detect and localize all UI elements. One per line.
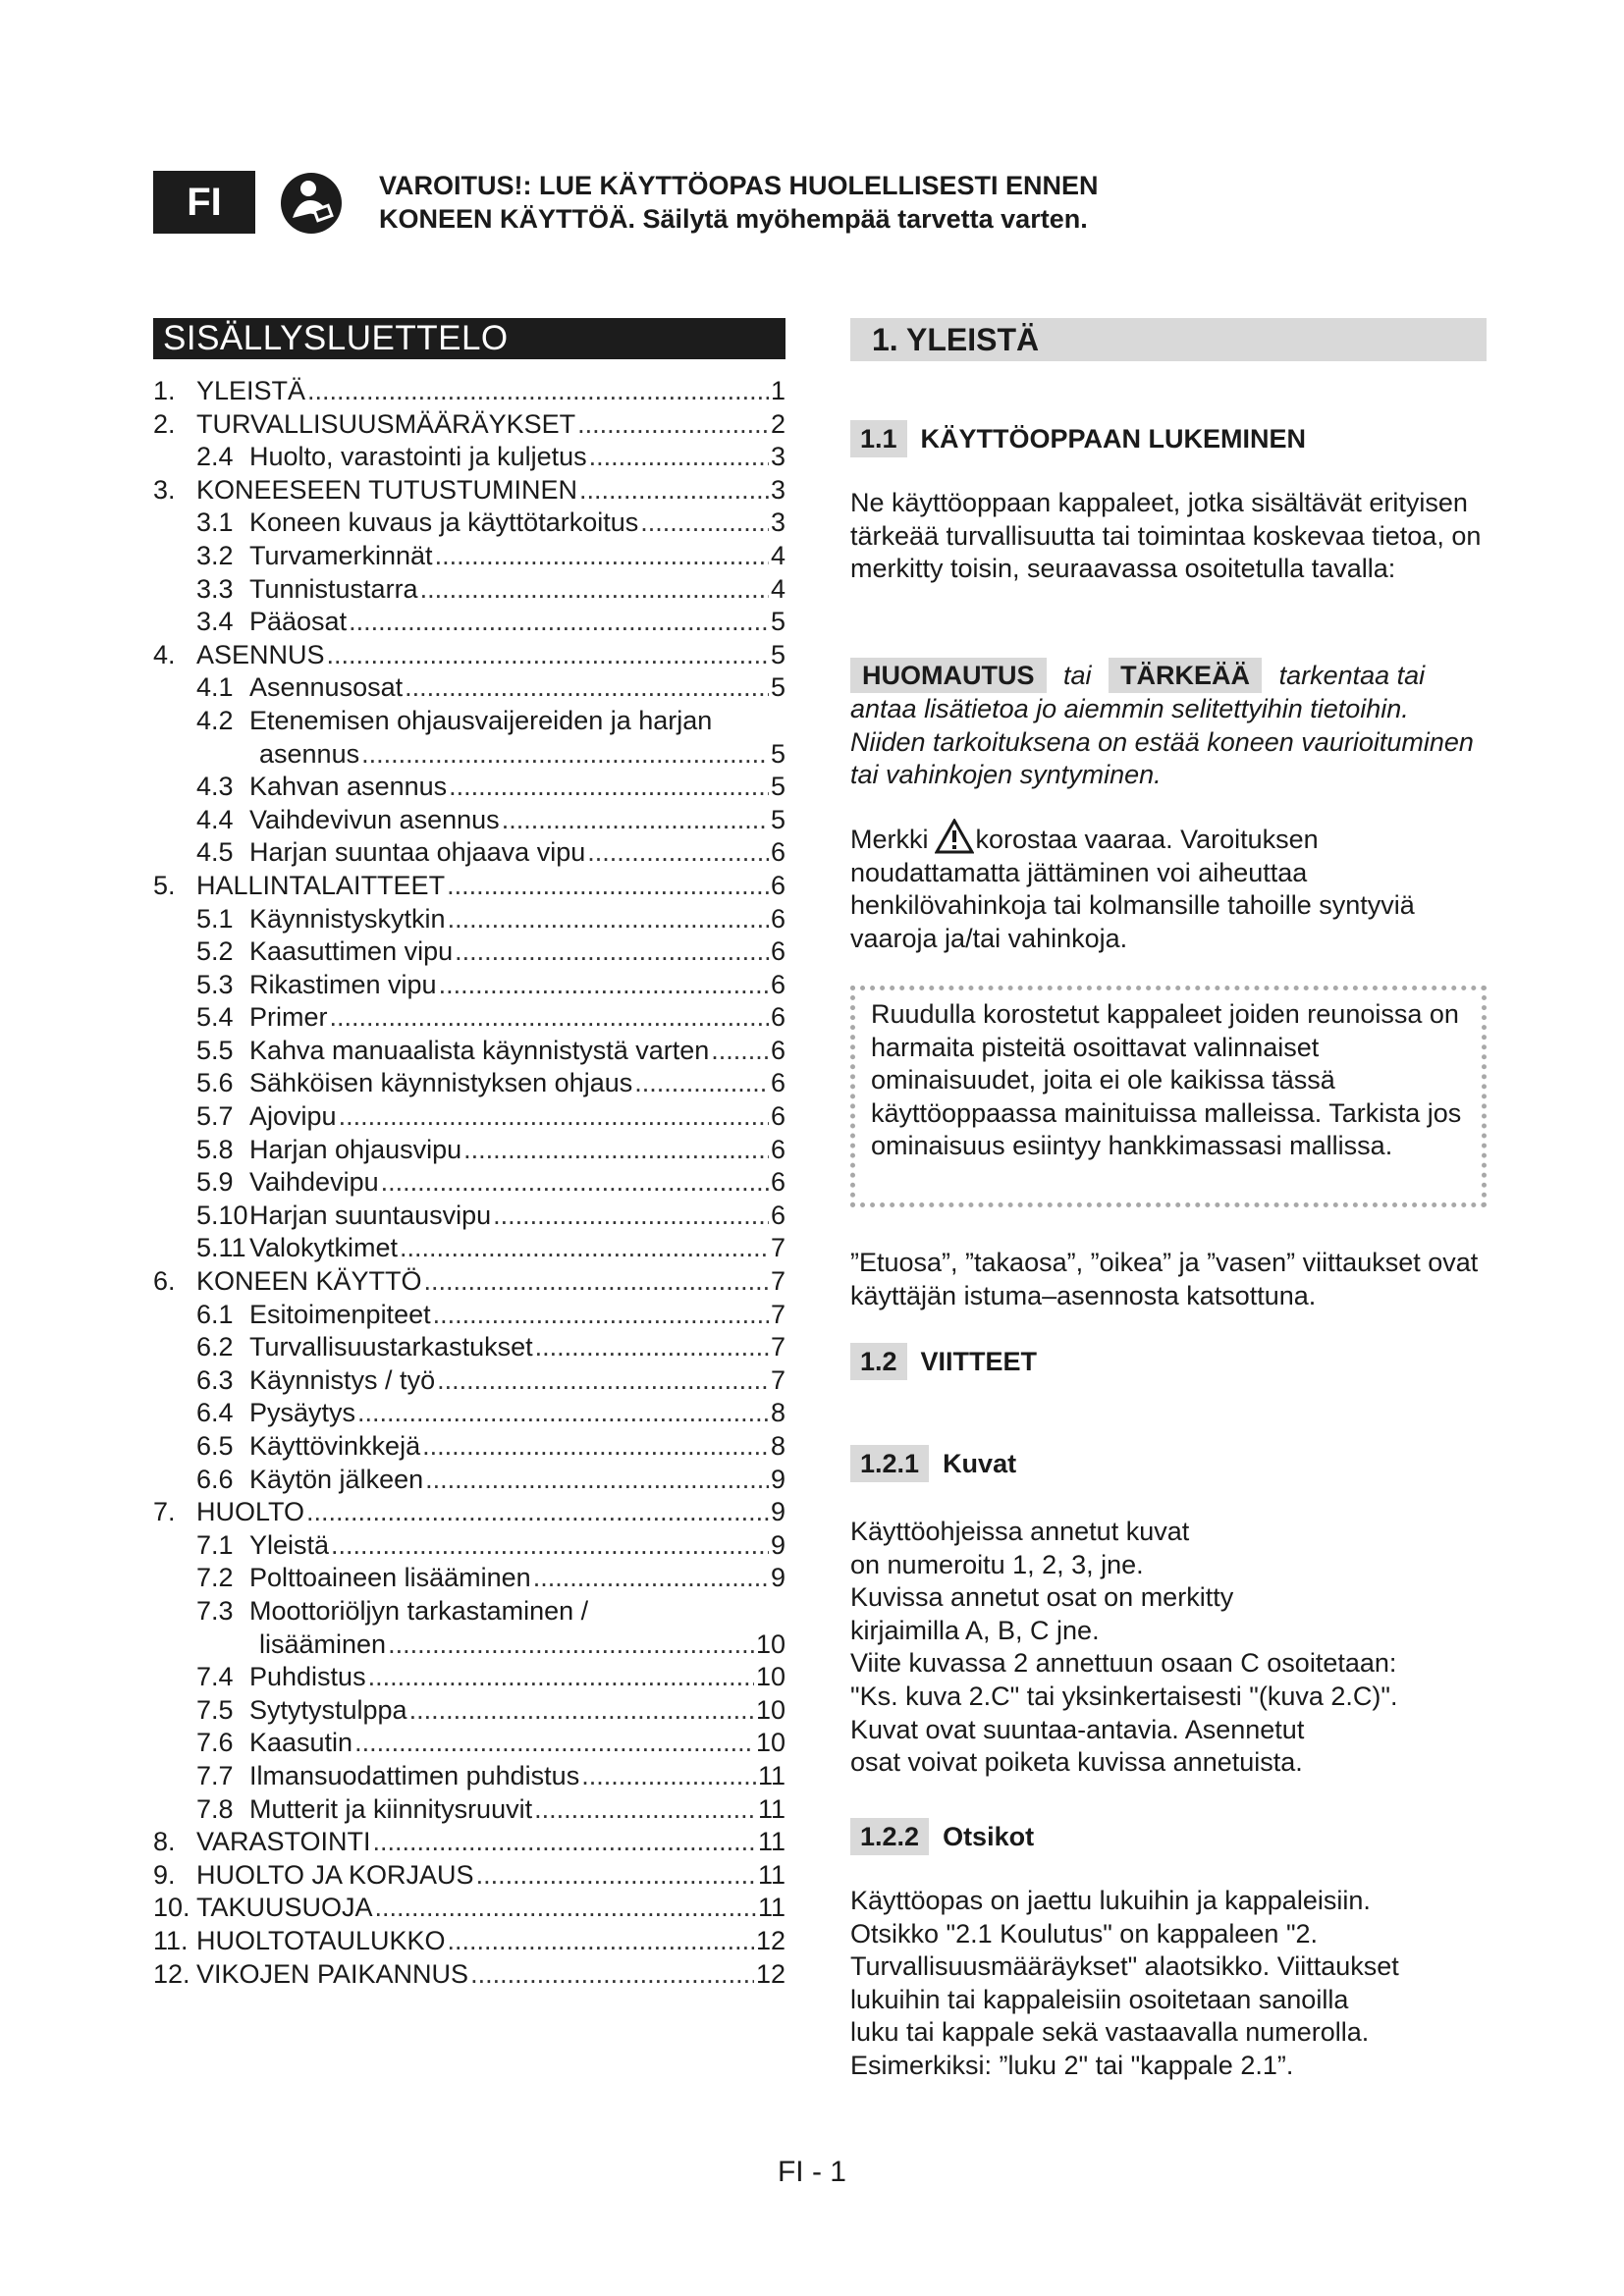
- toc-entry-number: 7.5: [196, 1694, 234, 1725]
- toc-entry-page: 7: [770, 1266, 785, 1297]
- toc-entry-number: 5.3: [196, 969, 234, 999]
- toc-entry: [153, 1232, 785, 1265]
- toc-entry: [153, 870, 785, 903]
- toc-entry-page: 6: [770, 969, 785, 999]
- toc-entry-number: 7.6: [196, 1728, 234, 1758]
- toc-entry-page: 10: [755, 1694, 785, 1725]
- toc-entry-label: Ilmansuodattimen puhdistus: [249, 1760, 580, 1790]
- toc-entry-label: Sähköisen käynnistyksen ohjaus: [249, 1068, 633, 1098]
- toc-entry-number: 1.: [153, 376, 176, 405]
- paragraph-notice: [850, 658, 1489, 792]
- heading-1-2-1: [850, 1445, 1016, 1482]
- toc-entry-page: 9: [770, 1529, 785, 1560]
- toc-entry: [153, 935, 785, 969]
- toc-entry-number: 5.11: [196, 1233, 246, 1263]
- toc-entry-label: Kahva manuaalista käynnistystä varten: [249, 1035, 710, 1065]
- toc-entry: [153, 507, 785, 540]
- toc-entry: [153, 1958, 785, 1992]
- toc-entry-label: Pysäytys: [249, 1398, 356, 1428]
- toc-entry-label: Käynnistyskytkin: [249, 903, 446, 934]
- text-line: Käyttöopas on jaettu lukuihin ja kappaleisiin.: [850, 1886, 1371, 1915]
- toc-entry-page: 2: [770, 408, 785, 439]
- toc-entry-label: lisääminen: [259, 1629, 387, 1659]
- toc-entry-label: KONEESEEN TUTUSTUMINEN: [196, 474, 578, 505]
- toc-entry-label: TAKUUSUOJA: [196, 1893, 373, 1923]
- toc-entry: [153, 441, 785, 474]
- toc-entry-label: Primer: [249, 1002, 328, 1033]
- toc-entry-number: 7.7: [196, 1760, 234, 1790]
- toc-entry-label: YLEISTÄ: [196, 376, 306, 405]
- toc-entry-number: 6.1: [196, 1299, 234, 1329]
- toc-entry-label: Harjan suuntaa ohjaava vipu: [249, 837, 586, 868]
- toc-entry: [153, 771, 785, 804]
- toc-entry: [153, 804, 785, 837]
- toc-entry-page: 5: [770, 738, 785, 769]
- toc-entry: [153, 1299, 785, 1332]
- toc-entry-page: 12: [755, 1958, 785, 1989]
- toc-entry: [153, 1859, 785, 1893]
- toc-entry: [153, 1134, 785, 1167]
- toc-entry-number: 5.1: [196, 903, 234, 934]
- warning-line-1: VAROITUS!: LUE KÄYTTÖOPAS HUOLELLISESTI ENNEN: [379, 171, 1099, 200]
- toc-entry: [153, 1035, 785, 1068]
- toc-entry: [153, 1925, 785, 1958]
- toc-entry-label: KONEEN KÄYTTÖ: [196, 1266, 422, 1297]
- danger-start: Merkki: [850, 825, 929, 854]
- toc-entry: [153, 474, 785, 507]
- warning-line-2: KONEEN KÄYTTÖÄ. Säilytä myöhempää tarvetta varten.: [379, 204, 1088, 234]
- text-line: Käyttöohjeissa annetut kuvat: [850, 1517, 1190, 1546]
- toc-entry-number: 4.: [153, 639, 176, 669]
- toc-entry-number: 5.: [153, 870, 176, 900]
- toc-entry-number: 9.: [153, 1859, 176, 1890]
- toc-entry-page: 11: [757, 1859, 785, 1890]
- toc-entry-page: 5: [770, 672, 785, 703]
- toc-entry-page: 8: [770, 1398, 785, 1428]
- toc-entry-label: Kaasuttimen vipu: [249, 936, 454, 967]
- toc-entry: [153, 1364, 785, 1398]
- toc-entry-page: 11: [757, 1760, 785, 1790]
- toc-entry-page: 6: [770, 870, 785, 900]
- heading-1-2: [850, 1343, 1037, 1380]
- toc-entry-label: VARASTOINTI: [196, 1827, 371, 1857]
- toc-entry-label: Harjan suuntausvipu: [249, 1200, 492, 1230]
- toc-entry-page: 4: [770, 573, 785, 604]
- toc-entry-label: Tunnistustarra: [249, 573, 418, 604]
- toc-entry-page: 6: [770, 1101, 785, 1132]
- paragraph-intro: Ne käyttöoppaan kappaleet, jotka sisältävät erityisen tärkeää turvallisuutta tai toimintaa koskevaa tietoa, on merkitty toisin, seuraavassa osoitetulla tavalla:: [850, 488, 1482, 584]
- toc-entry-number: 3.4: [196, 607, 234, 637]
- language-badge: FI: [153, 171, 255, 234]
- toc-entry-number: 4.5: [196, 837, 234, 868]
- section-title: 1. YLEISTÄ: [850, 318, 1487, 361]
- toc-entry: [153, 1200, 785, 1233]
- toc-entry-number: 4.4: [196, 804, 234, 834]
- toc-entry-number: 7.2: [196, 1563, 234, 1593]
- toc-entry-page: 12: [755, 1925, 785, 1955]
- toc-entry: [153, 671, 785, 705]
- toc-entry-label: Rikastimen vipu: [249, 969, 437, 999]
- toc-entry: [153, 639, 785, 672]
- toc-entry-page: 10: [755, 1662, 785, 1692]
- table-of-contents: [153, 375, 785, 1991]
- heading-1-1: [850, 420, 1306, 457]
- page-number: FI - 1: [777, 2156, 846, 2188]
- toc-entry-label: Harjan ohjausvipu: [249, 1134, 462, 1164]
- toc-entry-page: 9: [770, 1497, 785, 1527]
- toc-entry-label: Kaasutin: [249, 1728, 353, 1758]
- toc-entry-label: Pääosat: [249, 607, 348, 637]
- toc-entry-label: Yleistä: [249, 1529, 330, 1560]
- toc-entry: [153, 1760, 785, 1793]
- toc-entry-number: 6.2: [196, 1332, 234, 1362]
- toc-entry-number: 10.: [153, 1893, 190, 1923]
- text-line: osat voivat poiketa kuvissa annetuista.: [850, 1747, 1303, 1778]
- toc-entry-page: 4: [770, 540, 785, 570]
- text-line: kirjaimilla A, B, C jne.: [850, 1615, 1100, 1645]
- toc-entry-number: 5.7: [196, 1101, 234, 1132]
- toc-entry-label: HUOLTO: [196, 1497, 305, 1527]
- toc-entry: [153, 1430, 785, 1464]
- toc-entry: [153, 606, 785, 639]
- toc-entry-number: 7.8: [196, 1793, 234, 1824]
- toc-entry: [153, 1826, 785, 1859]
- toc-entry-page: 6: [770, 1134, 785, 1164]
- toc-entry-number: 3.: [153, 474, 176, 505]
- toc-entry-number: 5.10: [196, 1200, 248, 1230]
- toc-entry-page: 10: [755, 1728, 785, 1758]
- toc-entry-page: 10: [755, 1629, 785, 1659]
- toc-entry-page: 7: [770, 1299, 785, 1329]
- toc-entry-label: Käynnistys / työ: [249, 1364, 436, 1395]
- toc-entry: [153, 1793, 785, 1827]
- toc-entry: [153, 1529, 785, 1563]
- toc-entry-page: 6: [770, 837, 785, 868]
- toc-entry-number: 7.: [153, 1497, 176, 1527]
- text-line: lukuihin tai kappaleisiin osoitetaan sanoilla: [850, 1984, 1349, 2014]
- toc-entry-label: Sytytystulppa: [249, 1694, 407, 1725]
- toc-entry-label: Vaihdevivun asennus: [249, 804, 500, 834]
- toc-entry-number: 6.5: [196, 1431, 234, 1461]
- text-line: luku tai kappale sekä vastaavalla numerolla.: [850, 2017, 1370, 2048]
- notice-tag: HUOMAUTUS: [850, 658, 1047, 693]
- toc-entry: [153, 1001, 785, 1035]
- toc-entry-page: 7: [770, 1332, 785, 1362]
- toc-entry: [153, 1067, 785, 1100]
- toc-entry-number: 12.: [153, 1958, 190, 1989]
- paragraph-danger: [850, 819, 1489, 955]
- toc-entry-number: 5.4: [196, 1002, 234, 1033]
- toc-entry: [153, 1464, 785, 1497]
- toc-entry-label: HALLINTALAITTEET: [196, 870, 446, 900]
- toc-entry-page: 6: [770, 1035, 785, 1065]
- toc-entry-label: Käytön jälkeen: [249, 1464, 424, 1494]
- optional-features-note: Ruudulla korostetut kappaleet joiden reunoissa on harmaita pisteitä osoittavat valinnaiset ominaisuudet, joita ei ole kaikissa tässä käyttöoppaassa mainituissa malleissa. Tarkista jos ominaisuus esiintyy hankkimassasi mallissa.: [850, 986, 1487, 1207]
- text-line: Kuvissa annetut osat on merkitty: [850, 1582, 1234, 1613]
- toc-entry-page: 5: [770, 639, 785, 669]
- toc-entry-continued: [153, 738, 785, 772]
- toc-entry: [153, 573, 785, 607]
- toc-entry: [153, 1892, 785, 1925]
- toc-entry: [153, 1166, 785, 1200]
- toc-entry-label: Moottoriöljyn tarkastaminen /: [249, 1595, 589, 1626]
- toc-entry-label: Etenemisen ohjausvaijereiden ja harjan: [249, 705, 713, 735]
- toc-entry-page: 11: [757, 1793, 785, 1824]
- toc-entry-number: 8.: [153, 1827, 176, 1857]
- heading-1-2-2: [850, 1818, 1034, 1855]
- toc-entry: [153, 1397, 785, 1430]
- toc-entry-label: Turvamerkinnät: [249, 540, 433, 570]
- paragraph-headings: [850, 1885, 1489, 2083]
- warning-text: [379, 169, 1263, 236]
- toc-entry-page: 7: [770, 1364, 785, 1395]
- toc-entry-label: HUOLTO JA KORJAUS: [196, 1859, 474, 1890]
- toc-entry-number: 2.: [153, 408, 176, 439]
- or-word: tai: [1063, 661, 1092, 690]
- toc-entry-page: 6: [770, 936, 785, 967]
- text-line: on numeroitu 1, 2, 3, jne.: [850, 1549, 1144, 1579]
- paragraph-images: [850, 1516, 1489, 1780]
- text-line: Otsikko "2.1 Koulutus" on kappaleen "2.: [850, 1918, 1319, 1949]
- toc-entry-number: 6.: [153, 1266, 176, 1297]
- text-line: Viite kuvassa 2 annettuun osaan C osoitetaan:: [850, 1648, 1397, 1679]
- toc-entry-label: Asennusosat: [249, 672, 404, 703]
- toc-entry-label: Polttoaineen lisääminen: [249, 1563, 531, 1593]
- toc-entry-page: 11: [757, 1893, 785, 1923]
- toc-entry-continued: [153, 1629, 785, 1662]
- toc-entry-page: 6: [770, 1068, 785, 1098]
- toc-entry: [153, 1331, 785, 1364]
- heading-text: Otsikot: [943, 1822, 1035, 1851]
- toc-entry: [153, 705, 785, 738]
- toc-entry-number: 5.9: [196, 1167, 234, 1198]
- toc-entry: [153, 903, 785, 936]
- toc-entry-page: 3: [770, 507, 785, 538]
- toc-entry-label: TURVALLISUUSMÄÄRÄYKSET: [196, 408, 576, 439]
- heading-number: 1.2.1: [850, 1445, 929, 1482]
- toc-entry-page: 6: [770, 903, 785, 934]
- toc-entry: [153, 1496, 785, 1529]
- toc-entry-page: 8: [770, 1431, 785, 1461]
- toc-entry: [153, 1694, 785, 1728]
- toc-entry-label: Vaihdevipu: [249, 1167, 379, 1198]
- toc-entry-number: 2.4: [196, 442, 234, 472]
- toc-entry-page: 5: [770, 607, 785, 637]
- heading-number: 1.1: [850, 420, 907, 457]
- toc-entry: [153, 836, 785, 870]
- toc-entry-number: 5.5: [196, 1035, 234, 1065]
- text-line: "Ks. kuva 2.C" tai yksinkertaisesti "(kuva 2.C)".: [850, 1681, 1398, 1711]
- toc-entry-number: 5.8: [196, 1134, 234, 1164]
- toc-entry: [153, 1265, 785, 1299]
- toc-entry-page: 3: [770, 442, 785, 472]
- read-manual-icon: [279, 171, 344, 236]
- toc-entry-page: 5: [770, 772, 785, 802]
- toc-entry-label: HUOLTOTAULUKKO: [196, 1925, 446, 1955]
- toc-entry-label: Koneen kuvaus ja käyttötarkoitus: [249, 507, 639, 538]
- toc-entry: [153, 1661, 785, 1694]
- toc-entry-number: 7.3: [196, 1595, 234, 1626]
- paragraph-directions: ”Etuosa”, ”takaosa”, ”oikea” ja ”vasen” viittaukset ovat käyttäjän istuma–asennosta katsottuna.: [850, 1248, 1479, 1310]
- toc-entry-number: 5.2: [196, 936, 234, 967]
- toc-entry-page: 9: [770, 1563, 785, 1593]
- toc-entry-number: 4.3: [196, 772, 234, 802]
- toc-entry-number: 6.3: [196, 1364, 234, 1395]
- toc-entry-page: 5: [770, 804, 785, 834]
- heading-number: 1.2: [850, 1343, 907, 1380]
- toc-entry-page: 6: [770, 1002, 785, 1033]
- toc-entry-label: Turvallisuustarkastukset: [249, 1332, 533, 1362]
- toc-entry-page: 1: [770, 376, 785, 405]
- text-line: Esimerkiksi: ”luku 2" tai "kappale 2.1”.: [850, 2050, 1294, 2080]
- toc-entry: [153, 375, 785, 408]
- toc-entry-page: 6: [770, 1167, 785, 1198]
- toc-entry: [153, 969, 785, 1002]
- toc-entry-label: Huolto, varastointi ja kuljetus: [249, 442, 587, 472]
- text-line: Turvallisuusmääräykset" alaotsikko. Viittaukset: [850, 1951, 1399, 1982]
- toc-entry-page: 3: [770, 474, 785, 505]
- heading-text: Kuvat: [943, 1449, 1017, 1478]
- toc-entry: [153, 1100, 785, 1134]
- notice-text: tarkentaa tai antaa lisätietoa jo aiemmin selitettyihin tietoihin. Niiden tarkoituksena on estää koneen vaurioituminen tai vahinkojen syntyminen.: [850, 661, 1474, 790]
- toc-entry-label: VIKOJEN PAIKANNUS: [196, 1958, 469, 1989]
- toc-entry: [153, 408, 785, 442]
- toc-entry-number: 6.4: [196, 1398, 234, 1428]
- toc-entry-number: 6.6: [196, 1464, 234, 1494]
- important-tag: TÄRKEÄÄ: [1109, 658, 1262, 693]
- toc-entry-label: Valokytkimet: [249, 1233, 399, 1263]
- toc-entry-label: Käyttövinkkejä: [249, 1431, 421, 1461]
- heading-number: 1.2.2: [850, 1818, 929, 1855]
- toc-entry-number: 7.1: [196, 1529, 234, 1560]
- toc-entry-label: Esitoimenpiteet: [249, 1299, 431, 1329]
- toc-entry: [153, 1562, 785, 1595]
- toc-entry-number: 3.3: [196, 573, 234, 604]
- toc-entry-number: 5.6: [196, 1068, 234, 1098]
- toc-entry-page: 11: [757, 1827, 785, 1857]
- toc-entry-label: Kahvan asennus: [249, 772, 448, 802]
- toc-entry-page: 7: [770, 1233, 785, 1263]
- toc-entry-label: Puhdistus: [249, 1662, 366, 1692]
- toc-entry-label: asennus: [259, 738, 360, 769]
- warning-triangle-icon: [935, 819, 974, 854]
- toc-entry-number: 3.1: [196, 507, 234, 538]
- toc-entry-number: 11.: [153, 1925, 189, 1955]
- toc-entry-label: ASENNUS: [196, 639, 325, 669]
- toc-entry-page: 9: [770, 1464, 785, 1494]
- toc-entry-number: 4.2: [196, 705, 234, 735]
- toc-title: SISÄLLYSLUETTELO: [153, 318, 785, 359]
- danger-text: korostaa vaaraa. Varoituksen noudattamatta jättäminen voi aiheuttaa henkilövahinkoja tai kolmansille tahoille syntyviä vaaroja ja/tai vahinkoja.: [850, 825, 1415, 953]
- toc-entry: [153, 1595, 785, 1629]
- toc-entry-label: Mutterit ja kiinnitysruuvit: [249, 1793, 533, 1824]
- toc-entry: [153, 1727, 785, 1760]
- toc-entry-number: 4.1: [196, 672, 234, 703]
- toc-entry: [153, 540, 785, 573]
- text-line: Kuvat ovat suuntaa-antavia. Asennetut: [850, 1714, 1305, 1744]
- toc-entry-number: 3.2: [196, 540, 234, 570]
- toc-entry-label: Ajovipu: [249, 1101, 337, 1132]
- toc-entry-number: 7.4: [196, 1662, 234, 1692]
- toc-entry-page: 6: [770, 1200, 785, 1230]
- heading-text: KÄYTTÖOPPAAN LUKEMINEN: [920, 424, 1307, 454]
- heading-text: VIITTEET: [920, 1347, 1038, 1376]
